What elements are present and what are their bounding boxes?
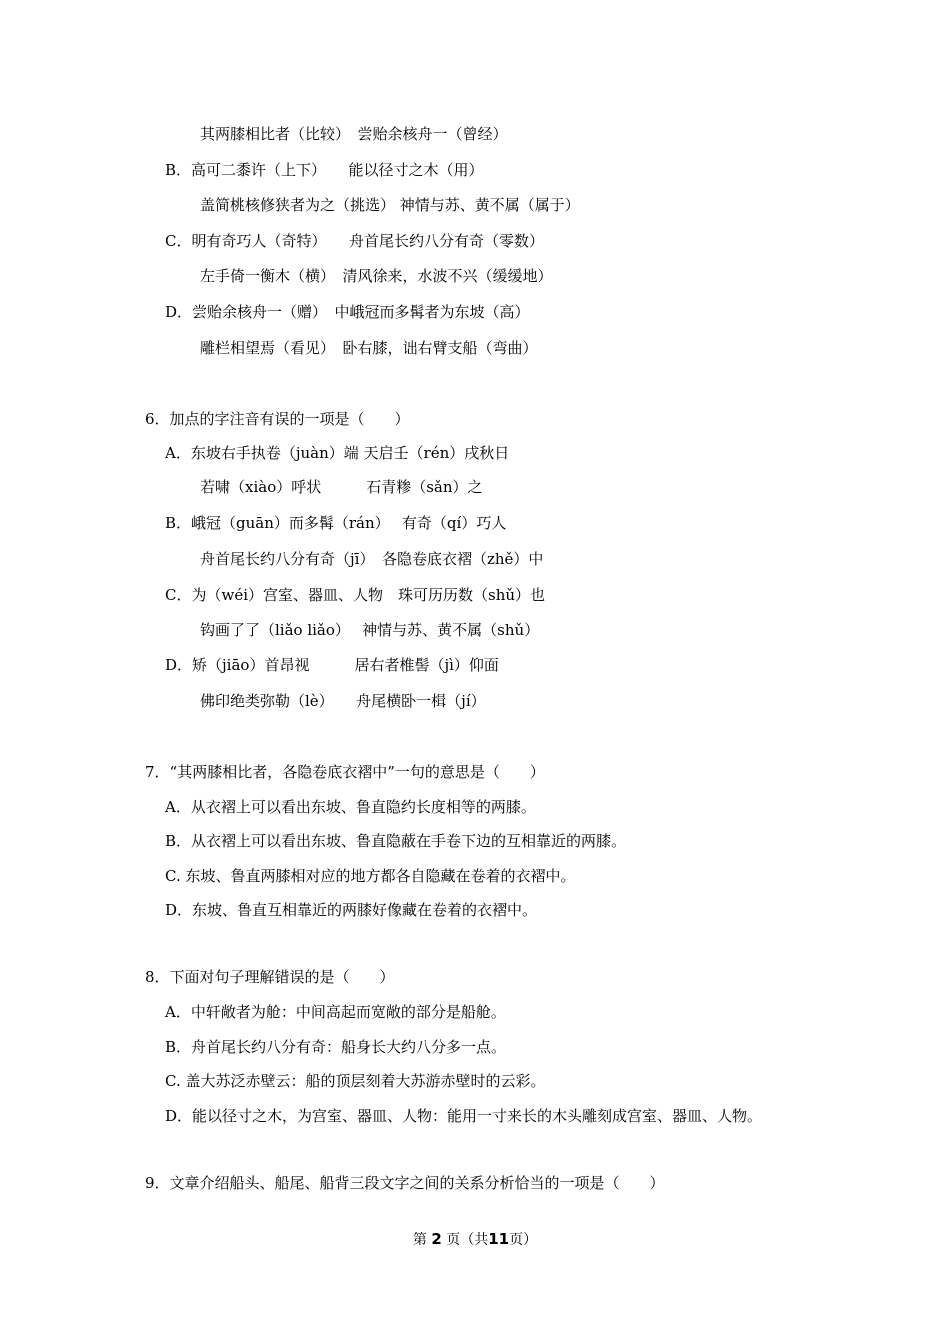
page-footer: [0, 1229, 950, 1250]
q7-option-c: C. 东坡、鲁直两膝相对应的地方都各自隐藏在卷着的衣褶中。: [165, 867, 576, 885]
q5-option-d-line1: D．尝贻余核舟一（赠） 中峨冠而多髯者为东坡（高）: [165, 303, 530, 321]
footer-middle: 页（共: [446, 1232, 489, 1248]
q7-stem: 7．“其两膝相比者，各隐卷底衣褶中”一句的意思是（ ）: [145, 763, 545, 781]
footer-total-pages: 11: [488, 1230, 510, 1248]
q8-option-a: A．中轩敞者为舱：中间高起而宽敞的部分是船舱。: [165, 1003, 506, 1021]
q6-option-a-line1: A．东坡右手执卷（juàn）端 天启壬（rén）戌秋日: [165, 444, 510, 462]
q6-option-b-line2: 舟首尾长约八分有奇（jī） 各隐卷底衣褶（zhě）中: [200, 550, 544, 568]
q5-option-b-line1: B．高可二黍许（上下） 能以径寸之木（用）: [165, 161, 484, 179]
q6-option-b-line1: B．峨冠（guān）而多髯（rán） 有奇（qí）巧人: [165, 514, 507, 532]
q8-option-c: C. 盖大苏泛赤壁云：船的顶层刻着大苏游赤壁时的云彩。: [165, 1072, 546, 1090]
q7-option-b: B．从衣褶上可以看出东坡、鲁直隐蔽在手卷下边的互相靠近的两膝。: [165, 832, 627, 850]
q8-option-b: B．舟首尾长约八分有奇：船身长大约八分多一点。: [165, 1038, 507, 1056]
q6-option-d-line2: 佛印绝类弥勒（lè） 舟尾横卧一楫（jí）: [200, 692, 486, 710]
q6-option-d-line1: D．矫（jiāo）首昂视 居右者椎髻（jì）仰面: [165, 656, 499, 674]
q5-option-a-line2: 其两膝相比者（比较） 尝贻余核舟一（曾经）: [200, 125, 508, 143]
q7-option-d: D．东坡、鲁直互相靠近的两膝好像藏在卷着的衣褶中。: [165, 901, 538, 919]
q5-option-c-line2: 左手倚一衡木（横） 清风徐来，水波不兴（缓缓地）: [200, 267, 553, 285]
q6-option-c-line2: 钩画了了（liǎo liǎo） 神情与苏、黄不属（shǔ）: [200, 621, 540, 639]
q7-option-a: A．从衣褶上可以看出东坡、鲁直隐约长度相等的两膝。: [165, 798, 536, 816]
q5-option-c-line1: C．明有奇巧人（奇特） 舟首尾长约八分有奇（零数）: [165, 232, 544, 250]
q6-option-c-line1: C．为（wéi）宫室、器皿、人物 珠可历历数（shǔ）也: [165, 586, 546, 604]
footer-page-number: 2: [431, 1230, 442, 1248]
q8-stem: 8．下面对句子理解错误的是（ ）: [145, 968, 395, 986]
q9-stem: 9．文章介绍船头、船尾、船背三段文字之间的关系分析恰当的一项是（ ）: [145, 1174, 665, 1192]
q5-option-b-line2: 盖简桃核修狭者为之（挑选） 神情与苏、黄不属（属于）: [200, 196, 580, 214]
q5-option-d-line2: 雕栏相望焉（看见） 卧右膝，诎右臂支船（弯曲）: [200, 339, 538, 357]
footer-prefix: 第: [412, 1232, 427, 1248]
footer-suffix: 页）: [509, 1232, 538, 1248]
q6-stem: 6．加点的字注音有误的一项是（ ）: [145, 410, 410, 428]
q8-option-d: D．能以径寸之木，为宫室、器皿、人物：能用一寸来长的木头雕刻成宫室、器皿、人物。: [165, 1107, 763, 1125]
q6-option-a-line2: 若啸（xiào）呼状 石青糁（sǎn）之: [200, 478, 483, 496]
